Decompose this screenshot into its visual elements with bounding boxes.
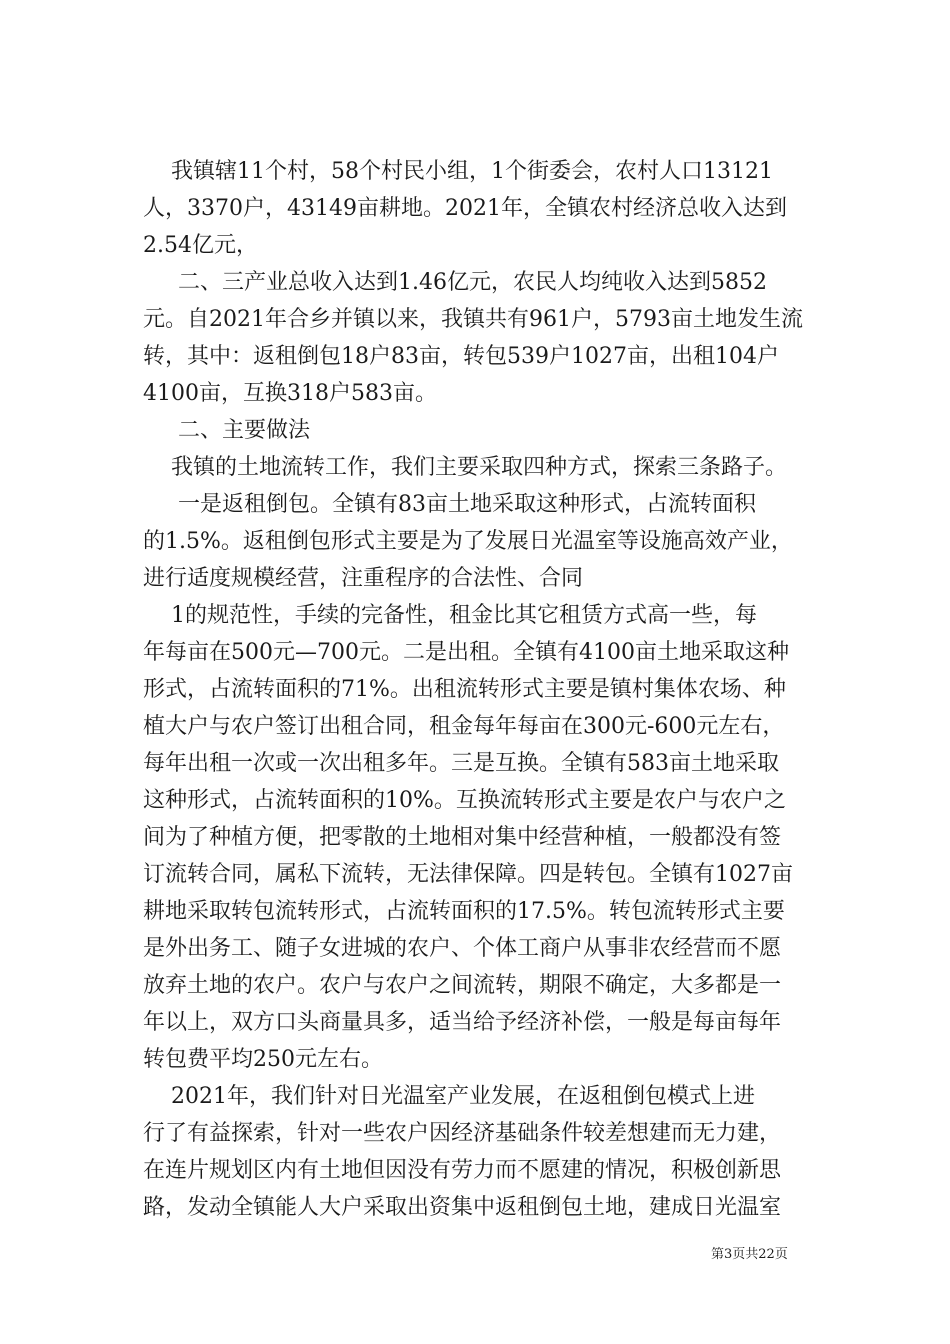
- paragraph-line: 形式，占流转面积的71%。出租流转形式主要是镇村集体农场、种: [143, 677, 786, 702]
- paragraph-line: 植大户与农户签订出租合同，租金每年每亩在300元-600元左右，: [143, 714, 785, 739]
- paragraph-line: 耕地采取转包流转形式，占流转面积的17.5%。转包流转形式主要: [143, 899, 785, 924]
- paragraph-line: 2.54亿元，: [143, 233, 258, 258]
- paragraph-line: 4100亩，互换318户583亩。: [143, 381, 437, 406]
- paragraph-line: 我镇的土地流转工作，我们主要采取四种方式，探索三条路子。: [143, 455, 787, 480]
- paragraph-line: 人，3370户，43149亩耕地。2021年，全镇农村经济总收入达到: [143, 196, 787, 221]
- paragraph-line: 订流转合同，属私下流转，无法律保障。四是转包。全镇有1027亩: [143, 862, 793, 887]
- paragraph-line: 2021年，我们针对日光温室产业发展，在返租倒包模式上进: [143, 1084, 755, 1109]
- paragraph-line: 每年出租一次或一次出租多年。三是互换。全镇有583亩土地采取: [143, 751, 779, 776]
- paragraph-line: 这种形式，占流转面积的10%。互换流转形式主要是农户与农户之: [143, 788, 786, 813]
- paragraph-line: 行了有益探索，针对一些农户因经济基础条件较差想建而无力建，: [143, 1121, 782, 1146]
- paragraph-line: 是外出务工、随子女进城的农户、个体工商户从事非农经营而不愿: [143, 936, 782, 961]
- paragraph-line: 元。自2021年合乡并镇以来，我镇共有961户，5793亩土地发生流: [143, 307, 803, 332]
- paragraph-line: 的1.5%。返租倒包形式主要是为了发展日光温室等设施高效产业，: [143, 529, 793, 554]
- paragraph-line: 放弃土地的农户。农户与农户之间流转，期限不确定，大多都是一: [143, 973, 782, 998]
- paragraph-line: 转，其中：返租倒包18户83亩，转包539户1027亩，出租104户: [143, 344, 779, 369]
- paragraph-line: 进行适度规模经营，注重程序的合法性、合同: [143, 566, 584, 591]
- paragraph-line: 二、三产业总收入达到1.46亿元，农民人均纯收入达到5852: [143, 270, 767, 295]
- paragraph-line: 年每亩在500元—700元。二是出租。全镇有4100亩土地采取这种: [143, 640, 789, 665]
- paragraph-line: 路，发动全镇能人大户采取出资集中返租倒包土地，建成日光温室: [143, 1195, 782, 1220]
- paragraph-line: 转包费平均250元左右。: [143, 1047, 383, 1072]
- paragraph-line: 我镇辖11个村，58个村民小组，1个街委会，农村人口13121: [143, 159, 773, 184]
- paragraph-line: 年以上，双方口头商量具多，适当给予经济补偿，一般是每亩每年: [143, 1010, 782, 1035]
- page-number-footer: 第3页共22页: [711, 1247, 788, 1262]
- paragraph-line: 在连片规划区内有土地但因没有劳力而不愿建的情况，积极创新思: [143, 1158, 782, 1183]
- paragraph-line: 1的规范性，手续的完备性，租金比其它租赁方式高一些，每: [143, 603, 757, 628]
- section-heading: 二、主要做法: [143, 418, 310, 443]
- paragraph-line: 一是返租倒包。全镇有83亩土地采取这种形式，占流转面积: [143, 492, 756, 517]
- paragraph-line: 间为了种植方便，把零散的土地相对集中经营种植，一般都没有签: [143, 825, 782, 850]
